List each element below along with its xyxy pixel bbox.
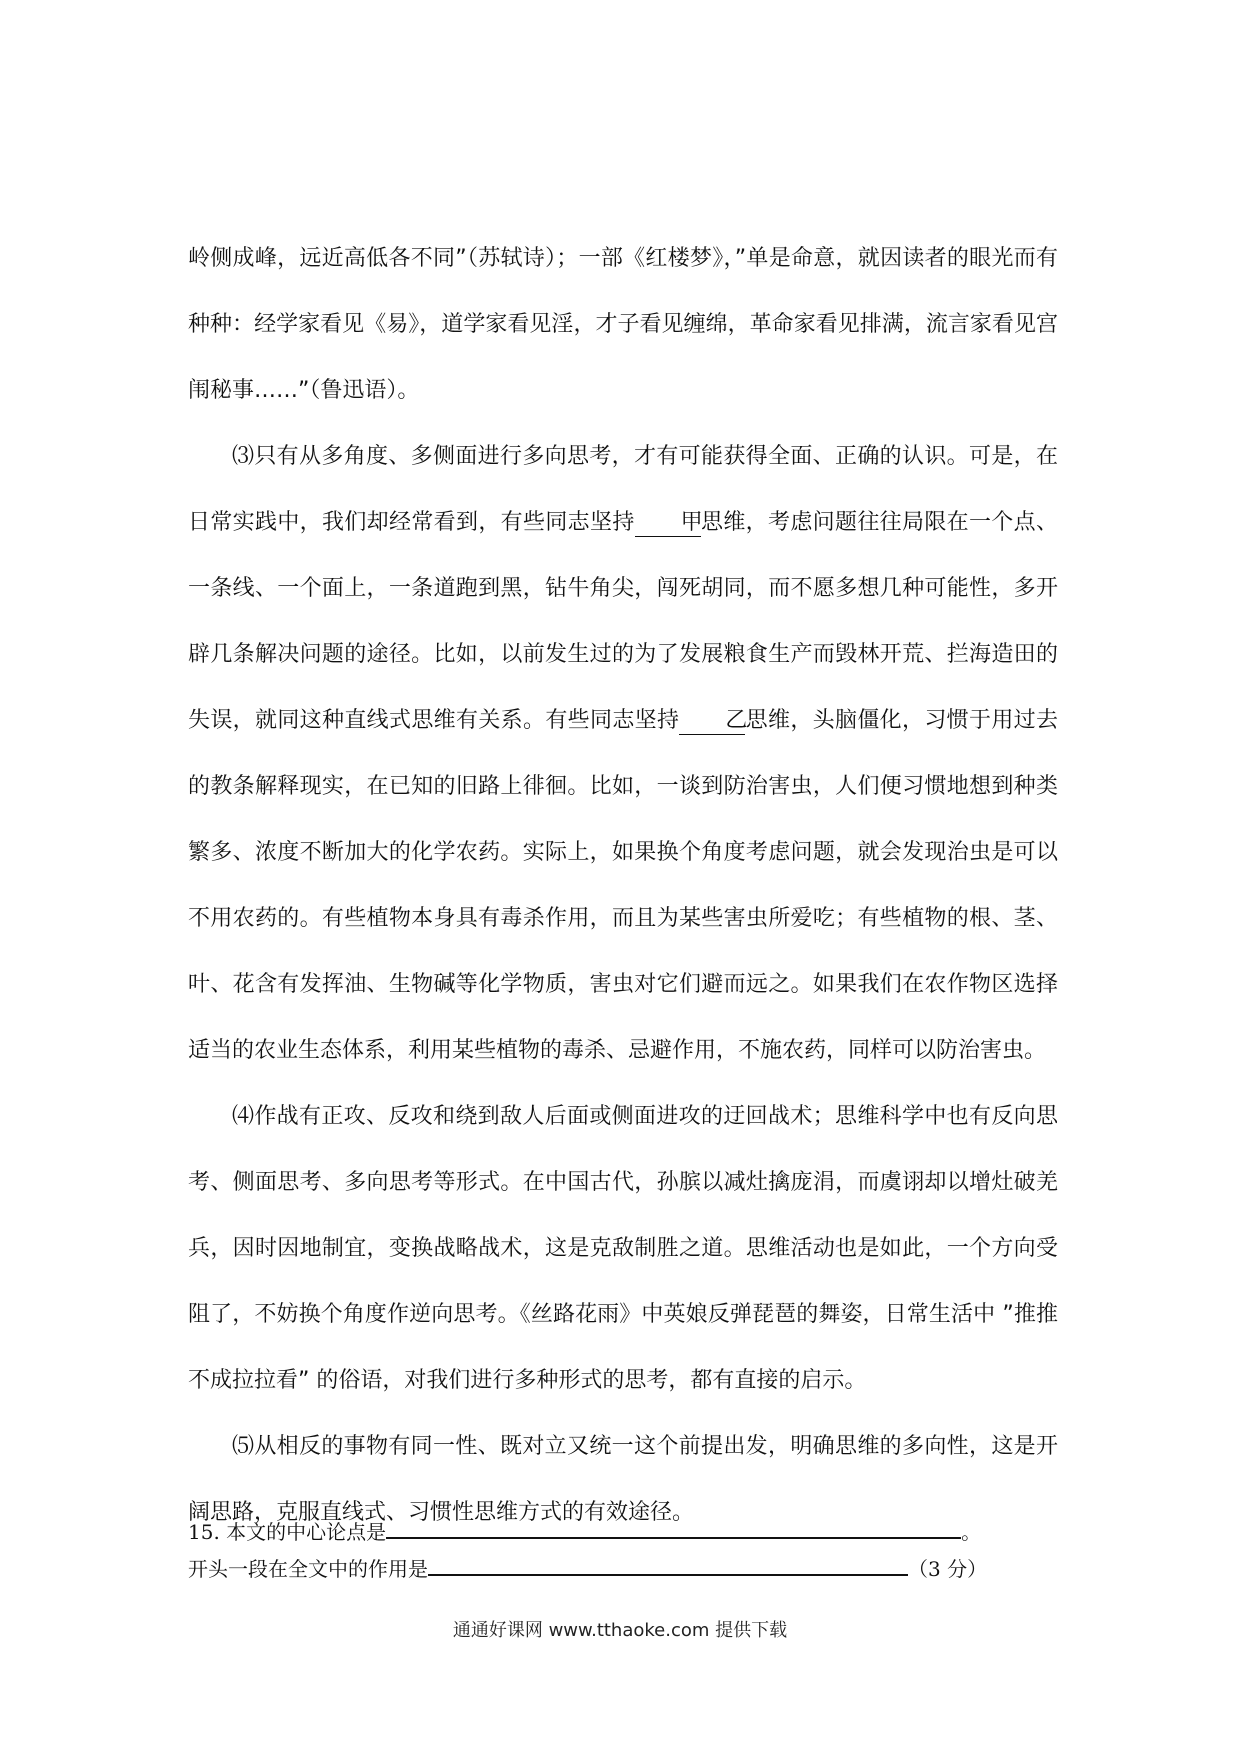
paragraph-3 bbox=[188, 424, 1058, 1084]
blank-jia: 甲 bbox=[635, 510, 701, 537]
paragraph-continued: 岭侧成峰，远近高低各不同”（苏轼诗）；一部《红楼梦》，”单是命意，就因读者的眼光而有种种：经学家看见《易》，道学家看见淫，才子看见缠绵，革命家看见排满，流言家看见宫闱秘事……”（鲁迅语）。 bbox=[188, 246, 1058, 403]
blank-yi: 乙 bbox=[679, 708, 745, 735]
question-15-prompt: 15. 本文的中心论点是 bbox=[188, 1520, 387, 1544]
paragraph-4: ⑷作战有正攻、反攻和绕到敌人后面或侧面进攻的迂回战术；思维科学中也有反向思考、侧面思考、多向思考等形式。在中国古代，孙膑以减灶擒庞涓，而虞诩却以增灶破羌兵，因时因地制宜，变换战略战术，这是克敌制胜之道。思维活动也是如此，一个方向受阻了，不妨换个角度作逆向思考。《丝路花雨》中英娘反弹琵琶的舞姿，日常生活中 ”推推不成拉拉看” 的俗语，对我们进行多种形式的思考，都有直接的启示。 bbox=[188, 1104, 1058, 1393]
paragraph-3-text-b: 思维，考虑问题往往局限在一个点、一条线、一个面上，一条道跑到黑，钻牛角尖，闯死胡同，而不愿多想几种可能性，多开辟几条解决问题的途径。比如，以前发生过的为了发展粮食生产而毁林开荒、拦海造田的失误，就同这种直线式思维有关系。有些同志坚持 bbox=[188, 510, 1058, 733]
footer-watermark: 通通好课网 www.tthaoke.com 提供下载 bbox=[452, 1620, 788, 1641]
passage-body bbox=[188, 226, 1058, 1546]
question-15-sub-prompt: 开头一段在全文中的作用是 bbox=[188, 1557, 428, 1581]
paragraph-3-text-a: ⑶只有从多角度、多侧面进行多向思考，才有可能获得全面、正确的认识。可是，在日常实践中，我们却经常看到，有些同志坚持 bbox=[188, 444, 1058, 535]
question-15-line-1 bbox=[188, 1515, 1058, 1547]
opening-role-answer-blank[interactable] bbox=[428, 1552, 908, 1576]
central-thesis-answer-blank[interactable] bbox=[386, 1515, 961, 1539]
paragraph-5: ⑸从相反的事物有同一性、既对立又统一这个前提出发，明确思维的多向性，这是开阔思路，克服直线式、习惯性思维方式的有效途径。 bbox=[188, 1434, 1058, 1525]
question-15-points: （3 分） bbox=[908, 1557, 988, 1581]
question-15-period: 。 bbox=[961, 1520, 982, 1544]
question-15-line-2 bbox=[188, 1552, 1058, 1584]
paragraph-3-text-c: 思维，头脑僵化，习惯于用过去的教条解释现实，在已知的旧路上徘徊。比如，一谈到防治害虫，人们便习惯地想到种类繁多、浓度不断加大的化学农药。实际上，如果换个角度考虑问题，就会发现治虫是可以不用农药的。有些植物本身具有毒杀作用，而且为某些害虫所爱吃；有些植物的根、茎、叶、花含有发挥油、生物碱等化学物质，害虫对它们避而远之。如果我们在农作物区选择适当的农业生态体系，利用某些植物的毒杀、忌避作用，不施农药，同样可以防治害虫。 bbox=[188, 708, 1058, 1063]
